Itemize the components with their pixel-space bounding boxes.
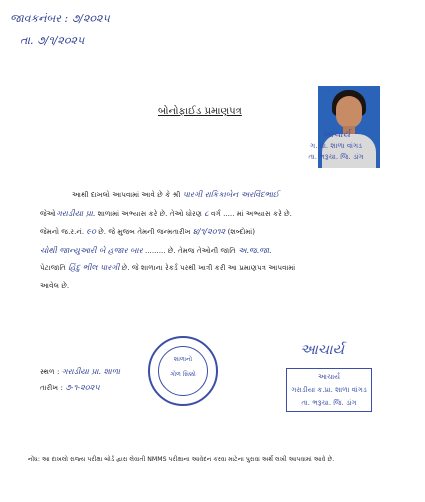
- seal-signature: આચાર્ય: [321, 130, 351, 140]
- caste: અ.જ.જા.: [238, 246, 272, 255]
- seal-address: તા. ભરૂચા. જિ. ડાંગ: [308, 153, 364, 161]
- paragraph-line-4: ચોથી જાન્યુઆરી બે હજાર બાર ......... છે. તેમજ તેઓની જાતિ અ.જ.જા.: [40, 246, 272, 255]
- place-line: સ્થળ : ગરાડીયા પ્રા. શાળા: [40, 367, 120, 376]
- outward-number: જાવકનંબર : ૭/૨૦૨૫: [10, 12, 110, 25]
- principal-stamp-box: આચાર્ય ગરાડીયા ક.પ્રા. શાળા વાંગડ તા. ભરૂચા. જિ. ડાંગ: [286, 368, 372, 412]
- standard: ૮: [204, 209, 209, 218]
- birth-date-words: ચોથી જાન્યુઆરી બે હજાર બાર: [40, 246, 143, 255]
- seal-school: ગ. પ્રા. શાળા વાંગડ: [310, 142, 362, 150]
- place-value: ગરાડીયા પ્રા. શાળા: [61, 367, 120, 376]
- date-line: તારીખ : ૭-૧-૨૦૨૫: [40, 383, 100, 392]
- principal-seal-on-photo: [290, 130, 382, 174]
- school-name: ગરાડીયા પ્રા.: [55, 209, 96, 218]
- paragraph-line-3: જેમનો જ.ર.નં. ૯૦ છે. જે મુજબ તેમની જન્મતારીખ ૪/૧/૨૦૧૨ (શબ્દોમાં): [40, 227, 256, 236]
- footnote: નોંધ: આ દાખલો રાજ્ય પરીક્ષા બોર્ડ દ્વારા લેવાતી NMMS પરીક્ષાના આવેદન કરવા માટેના પુરાવા અર્થે લખી આપવામાં આવે છે.: [28, 456, 335, 463]
- certificate-title: બોનોફાઈડ પ્રમાણપત્ર: [158, 106, 242, 117]
- school-round-stamp: શાળાનો ગોળ સિક્કો: [148, 336, 218, 406]
- sub-caste: હિંદુ ભીલ પારગી: [68, 263, 120, 272]
- principal-signature: આચાર્ય: [300, 342, 344, 358]
- birth-date: ૪/૧/૨૦૧૨: [192, 227, 226, 236]
- principal-signature-stamp: [286, 340, 372, 412]
- paragraph-line-2: જેઓગરાડીયા પ્રા. શાળામાં અભ્યાસ કરે છે. તેઓ ધોરણ ૮ વર્ગ ..... માં અભ્યાસ કરે છે.: [40, 209, 292, 218]
- student-name: પારગી રાકિકાબેન અરવિંદભાઈ: [182, 190, 280, 199]
- date-value: ૭-૧-૨૦૨૫: [65, 383, 100, 392]
- paragraph-line-1: આથી દાખલો આપવામાં આવે છે કે શ્રી પારગી રાકિકાબેન અરવિંદભાઈ: [72, 190, 280, 199]
- paragraph-line-6: આવેલ છે.: [40, 281, 70, 290]
- issue-date: તા. ૭/૧/૨૦૨૫: [20, 34, 85, 47]
- paragraph-line-5: પેટાજાતિ હિંદુ ભીલ પારગી છે. જે શાળાના રેકર્ડ પરથી ખાત્રી કરી આ પ્રમાણપત્ર આપવામાં: [40, 263, 296, 272]
- register-number: ૯૦: [86, 227, 96, 236]
